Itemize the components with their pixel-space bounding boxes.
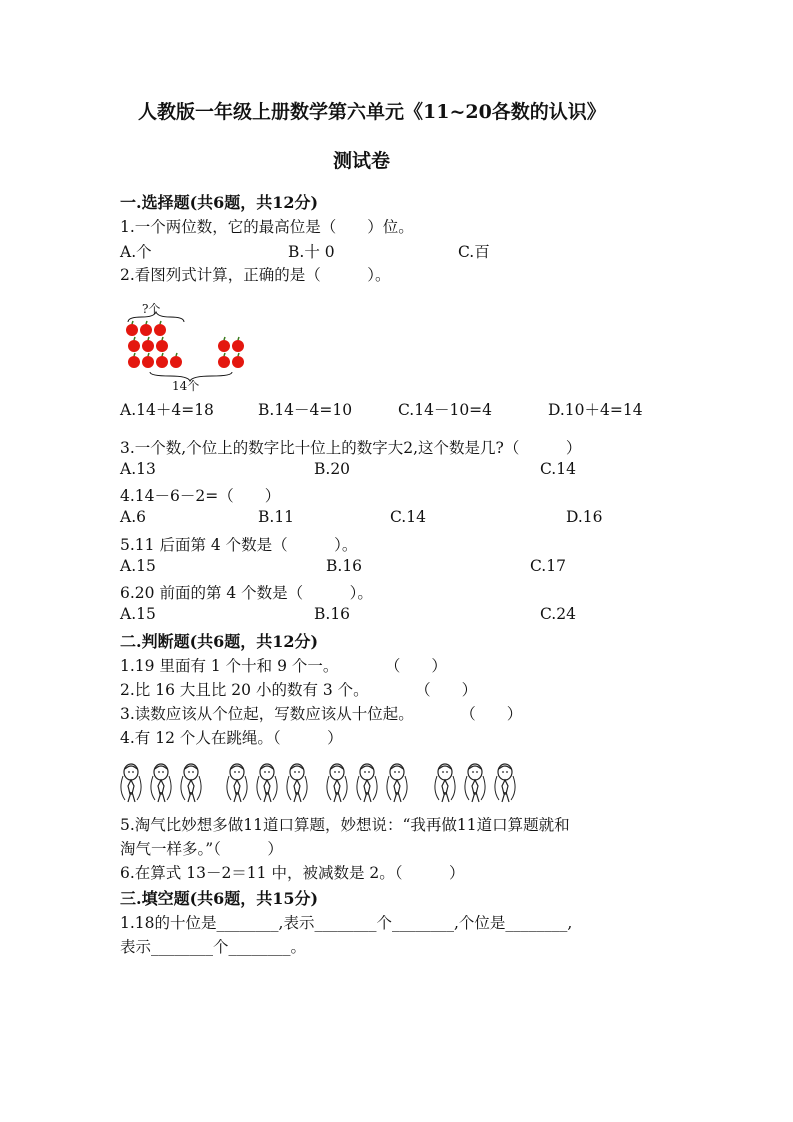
option-d: D.16	[566, 508, 603, 526]
question-text: 4.14－6－2=（ ）	[120, 487, 281, 505]
option-c: C.14	[390, 508, 426, 526]
option-a: A.个	[120, 243, 152, 261]
question-text: 1.19 里面有 1 个十和 9 个一。 （ ）	[120, 657, 447, 675]
option-b: B.11	[258, 508, 295, 526]
question-text: 3.读数应该从个位起，写数应该从十位起。 （ ）	[120, 705, 523, 723]
question-text: 6.20 前面的第 4 个数是（ ）。	[120, 584, 373, 602]
question-text: 4.有 12 个人在跳绳。（ ）	[120, 729, 343, 747]
page-subtitle: 测试卷	[333, 150, 391, 172]
page-title: 人教版一年级上册数学第六单元《11~20各数的认识》	[138, 101, 606, 123]
section-heading-judgment: 二.判断题(共6题，共12分)	[120, 632, 319, 651]
section-heading-choice: 一.选择题(共6题，共12分)	[120, 193, 319, 212]
figure-top-label: ?个	[142, 302, 161, 316]
figure-bottom-label: 14个	[172, 379, 200, 393]
option-a: A.6	[120, 508, 146, 526]
apple-icon	[126, 324, 244, 368]
option-b: B.14－4=10	[258, 401, 353, 419]
option-b: B.16	[326, 557, 363, 575]
question-text: 1.一个两位数，它的最高位是（ ）位。	[120, 218, 414, 236]
option-c: C.14	[540, 460, 576, 478]
option-a: A.13	[120, 460, 156, 478]
option-c: C.17	[530, 557, 566, 575]
option-a: A.15	[120, 605, 156, 623]
question-text: 5.淘气比妙想多做11道口算题，妙想说：“我再做11道口算题就和	[120, 816, 570, 834]
question-text: 2.比 16 大且比 20 小的数有 3 个。 （ ）	[120, 681, 478, 699]
option-b: B.20	[314, 460, 351, 478]
question-text: 2.看图列式计算，正确的是（ ）。	[120, 266, 391, 284]
question-text: 淘气一样多。”（ ）	[120, 840, 283, 858]
question-text: 1.18的十位是________,表示________个________,个位是________,	[120, 914, 573, 932]
question-text: 3.一个数,个位上的数字比十位上的数字大2,这个数是几?（ ）	[120, 439, 582, 457]
question-text: 6.在算式 13－2＝11 中，被减数是 2。（ ）	[120, 864, 465, 882]
option-c: C.24	[540, 605, 576, 623]
option-c: C.百	[458, 243, 490, 261]
section-heading-fill: 三.填空题(共6题，共15分)	[120, 889, 319, 908]
question-text: 5.11 后面第 4 个数是（ ）。	[120, 536, 358, 554]
option-b: B.16	[314, 605, 351, 623]
option-b: B.十 0	[288, 243, 335, 261]
option-a: A.15	[120, 557, 156, 575]
jump-rope-figure	[118, 762, 518, 807]
option-a: A.14＋4=18	[120, 401, 214, 419]
option-d: D.10＋4=14	[548, 401, 643, 419]
question-text: 表示________个________。	[120, 938, 307, 956]
option-c: C.14－10=4	[398, 401, 493, 419]
